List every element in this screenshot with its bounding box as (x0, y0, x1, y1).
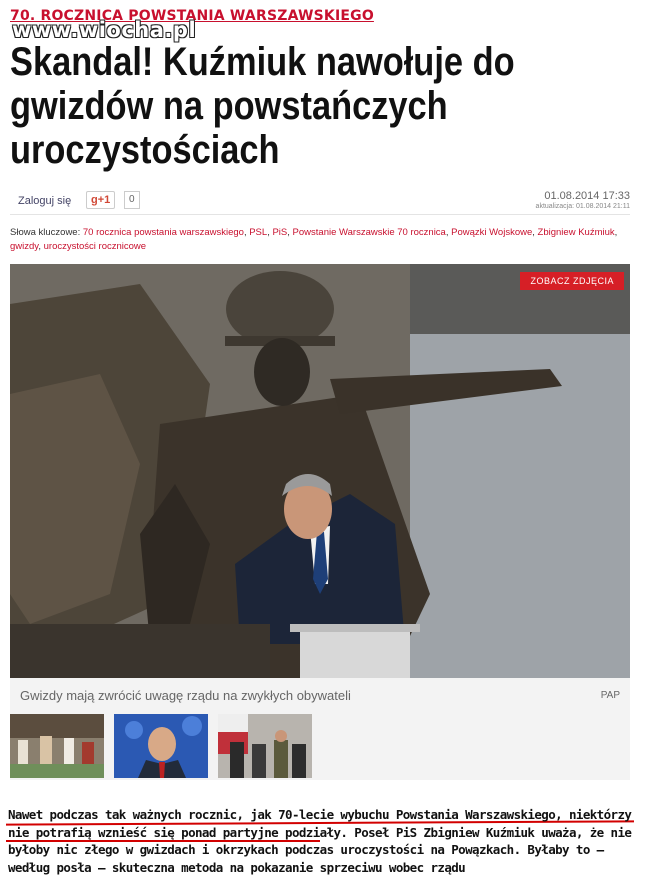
publish-date: 01.08.2014 17:33 (544, 190, 630, 202)
photo-caption: Gwizdy mają zwrócić uwagę rządu na zwykłych obywateli (20, 688, 351, 703)
article-lead: Nawet podczas tak ważnych rocznic, jak 70-lecie wybuchu Powstania Warszawskiego, niektórzy nie potrafią wznieść się ponad partyjne podziały. Poseł PiS Zbigniew Kuźmiuk uważa, że nie byłoby nic złego w gwizdach i okrzykach podczas uroczystości na Powązkach. Byłaby to – według posła – skuteczna metoda na pokazanie sprzeciwu wobec rządu (8, 807, 632, 875)
keyword-link[interactable]: Powstanie Warszawskie 70 rocznica (292, 227, 446, 238)
keyword-link[interactable]: uroczystości rocznicowe (43, 241, 147, 252)
keywords-label: Słowa kluczowe: (10, 227, 81, 238)
gallery-thumbnail[interactable] (218, 714, 312, 778)
gallery-thumbnails (10, 710, 630, 780)
keyword-link[interactable]: Powązki Wojskowe (451, 227, 533, 238)
section-kicker[interactable]: 70. ROCZNICA POWSTANIA WARSZAWSKIEGO (10, 8, 374, 24)
keywords-list: Słowa kluczowe: 70 rocznica powstania warszawskiego, PSL, PiS, Powstanie Warszawskie 70 rocznica, Powązki Wojskowe, Zbigniew Kuźmiuk, gwizdy, uroczystości rocznicowe (10, 227, 618, 252)
update-date: aktualizacja: 01.08.2014 21:11 (535, 203, 630, 210)
monument-photo (10, 264, 630, 678)
main-photo[interactable] (10, 264, 630, 678)
see-photos-button[interactable]: ZOBACZ ZDJĘCIA (520, 272, 624, 290)
keyword-link[interactable]: 70 rocznica powstania warszawskiego (82, 227, 244, 238)
photo-caption-bar (10, 678, 630, 710)
keyword-link[interactable]: PiS (272, 227, 288, 238)
keyword-link[interactable]: Zbigniew Kuźmiuk (537, 227, 615, 238)
keyword-link[interactable]: PSL (249, 227, 268, 238)
article-meta-bar (10, 188, 630, 215)
article-headline: Skandal! Kuźmiuk nawołuje do gwizdów na powstańczych uroczystościach (10, 40, 515, 172)
gallery-thumbnail[interactable] (114, 714, 208, 778)
google-plus-count: 0 (124, 191, 140, 209)
gallery-thumbnail[interactable] (10, 714, 104, 778)
photo-credit: PAP (600, 690, 620, 701)
google-plus-button[interactable]: g+1 (86, 191, 115, 209)
login-link[interactable]: Zaloguj się (18, 195, 72, 207)
keyword-link[interactable]: gwizdy (10, 241, 39, 252)
watermark: www.wiocha.pl (12, 18, 197, 42)
